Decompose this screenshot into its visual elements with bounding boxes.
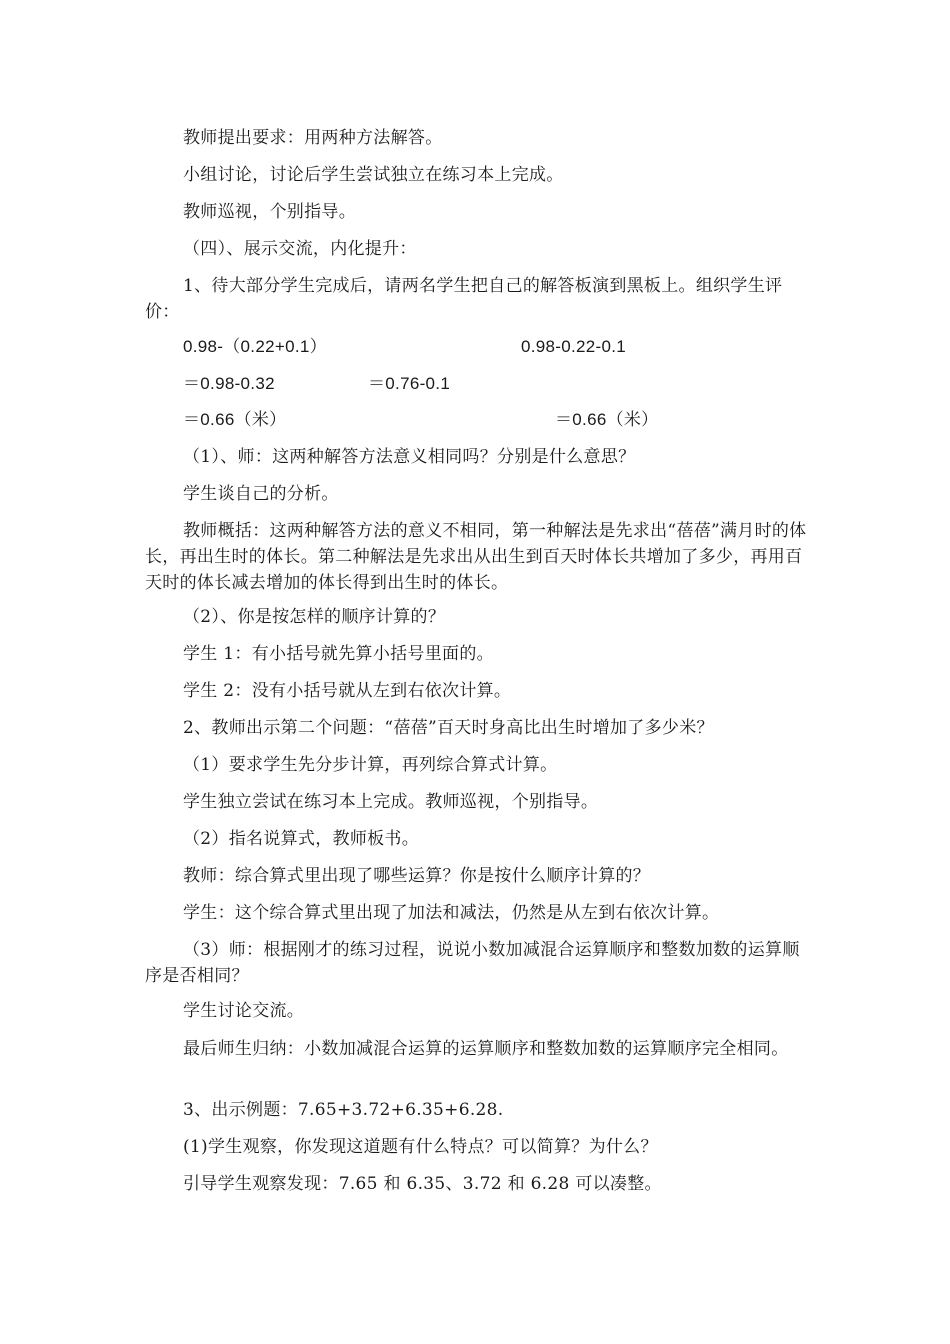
paragraph-student-2: 学生 2：没有小括号就从左到右依次计算。 <box>183 681 512 701</box>
paragraph-step-3-observe: (1)学生观察，你发现这道题有什么特点？可以简算？为什么？ <box>183 1137 658 1157</box>
paragraph-teacher-patrol: 教师巡视，个别指导。 <box>183 202 356 222</box>
paragraph-question-2: （2）、你是按怎样的顺序计算的？ <box>183 607 446 627</box>
formula-method-2-line-2: ＝0.76-0.1 <box>368 374 451 393</box>
paragraph-step-3-guide: 引导学生观察发现：7.65 和 6.35、3.72 和 6.28 可以凑整。 <box>183 1174 662 1194</box>
formula-method-1-line-1: 0.98-（0.22+0.1） <box>183 337 327 356</box>
paragraph-student-1: 学生 1：有小括号就先算小括号里面的。 <box>183 644 494 664</box>
paragraph-step-2: 2、教师出示第二个问题：“蓓蓓”百天时身高比出生时增加了多少米？ <box>183 718 714 738</box>
paragraph-step-3-example: 3、出示例题：7.65+3.72+6.35+6.28. <box>183 1100 504 1120</box>
formula-method-1-line-3: ＝0.66（米） <box>183 410 287 429</box>
paragraph-step-2-task-2: （2）指名说算式，教师板书。 <box>183 829 420 849</box>
formula-method-1-line-2: ＝0.98-0.32 <box>183 374 275 393</box>
paragraph-student-answer: 学生：这个综合算式里出现了加法和减法，仍然是从左到右依次计算。 <box>183 903 720 923</box>
paragraph-teacher-summary: 教师概括：这两种解答方法的意义不相同，第一种解法是先求出“蓓蓓”满月时的体长，再出生时的体长。第二种解法是先求出从出生到百天时体长共增加了多少，再用百天时的体长减去增加的体长得到出生时的体长。 <box>145 521 807 593</box>
formula-method-2-line-1: 0.98-0.22-0.1 <box>521 337 627 356</box>
formula-method-2-line-3: ＝0.66（米） <box>555 410 659 429</box>
paragraph-teacher-requirement: 教师提出要求：用两种方法解答。 <box>183 128 443 148</box>
paragraph-question-1: （1）、师：这两种解答方法意义相同吗？分别是什么意思？ <box>183 447 636 467</box>
paragraph-conclusion: 最后师生归纳：小数加减混合运算的运算顺序和整数加数的运算顺序完全相同。 <box>183 1039 789 1059</box>
paragraph-student-analysis: 学生谈自己的分析。 <box>183 484 339 504</box>
paragraph-student-independent: 学生独立尝试在练习本上完成。教师巡视，个别指导。 <box>183 792 599 812</box>
paragraph-student-discussion: 学生讨论交流。 <box>183 1001 305 1021</box>
section-heading-four: （四）、展示交流，内化提升： <box>183 239 417 259</box>
paragraph-step-1: 1、待大部分学生完成后，请两名学生把自己的解答板演到黑板上。组织学生评价： <box>145 276 783 322</box>
paragraph-teacher-question: 教师：综合算式里出现了哪些运算？你是按什么顺序计算的？ <box>183 866 651 886</box>
paragraph-step-2-task-3: （3）师：根据刚才的练习过程，说说小数加减混合运算顺序和整数加数的运算顺序是否相同？ <box>145 940 800 986</box>
paragraph-step-2-task-1: （1）要求学生先分步计算，再列综合算式计算。 <box>183 755 558 775</box>
paragraph-group-discussion: 小组讨论，讨论后学生尝试独立在练习本上完成。 <box>183 165 564 185</box>
